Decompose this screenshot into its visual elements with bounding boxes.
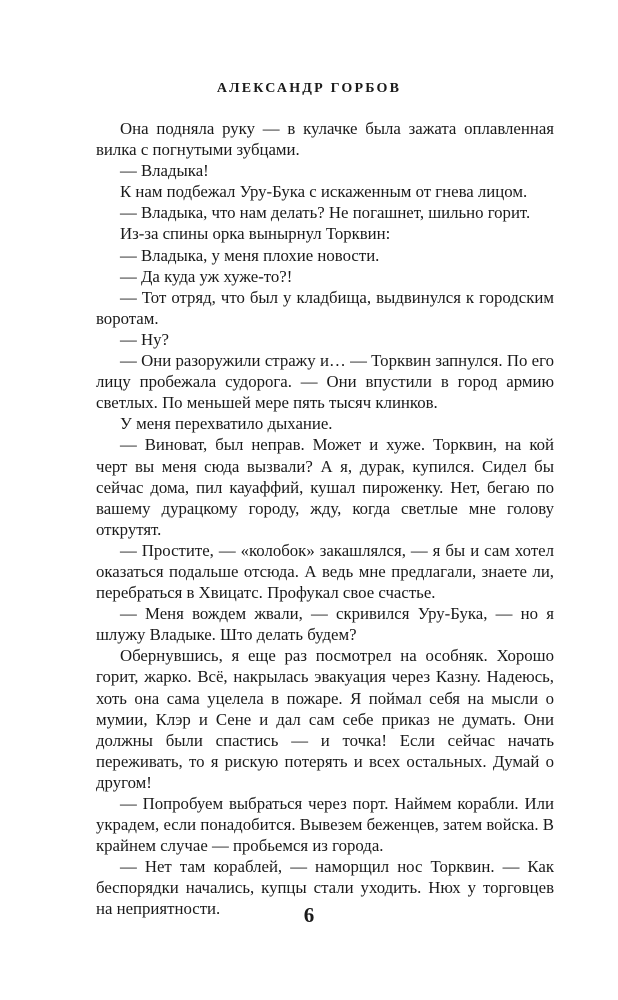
paragraph: — Да куда уж хуже-то?! bbox=[120, 266, 293, 286]
page-number: 6 bbox=[303, 903, 315, 927]
paragraph: Она подняла руку — в кулачке была зажата оплавленная вилка с погнутыми зубцами. bbox=[96, 119, 554, 160]
paragraph: — Меня вождем жвали, — скривился Уру-Бука, — но я шлужу Владыке. Што делать будем? bbox=[96, 604, 554, 645]
body-text bbox=[96, 118, 554, 920]
paragraph: — Владыка! bbox=[120, 161, 209, 181]
paragraph: — Простите, — «колобок» закашлялся, — я бы и сам хотел оказаться подальше отсюда. А ведь мне предлагали, знаете ли, перебраться в Хвицатс. Профукал свое счастье. bbox=[96, 540, 554, 603]
paragraph: — Тот отряд, что был у кладбища, выдвинулся к городским воротам. bbox=[96, 287, 554, 328]
paragraph: Обернувшись, я еще раз посмотрел на особняк. Хорошо горит, жарко. Всё, накрылась эвакуация через Казну. Надеюсь, хоть она сама уцелела в пожаре. Я поймал себя на мысли о мумии, Клэр и Сене и дал сам себе приказ не думать. Они должны были спастись — и точка! Если сейчас начать переживать, то я рискую потерять и всех остальных. Думай о другом! bbox=[96, 646, 554, 792]
paragraph: Из-за спины орка вынырнул Торквин: bbox=[120, 224, 391, 244]
paragraph: — Владыка, у меня плохие новости. bbox=[120, 245, 380, 265]
running-header: АЛЕКСАНДР ГОРБОВ bbox=[216, 81, 402, 96]
paragraph: — Они разоружили стражу и… — Торквин запнулся. По его лицу пробежала судорога. — Они впустили в город армию светлых. По меньшей мере пять тысяч клинков. bbox=[96, 351, 554, 413]
paragraph: — Нет там кораблей, — наморщил нос Торквин. — Как беспорядки начались, купцы стали уходить. Нюх у торговцев на неприятности. bbox=[96, 857, 554, 919]
paragraph: К нам подбежал Уру-Бука с искаженным от гнева лицом. bbox=[120, 182, 528, 202]
paragraph: — Попробуем выбраться через порт. Наймем корабли. Или украдем, если понадобится. Вывезем беженцев, затем войска. В крайнем случае — пробьемся из города. bbox=[96, 794, 554, 856]
paragraph: — Виноват, был неправ. Может и хуже. Торквин, на кой черт вы меня сюда вызвали? А я, дурак, купился. Сидел бы сейчас дома, пил кауаффий, кушал пироженку. Нет, бегаю по вашему дурацкому городу, жду, когда светлые мне голову открутят. bbox=[96, 435, 554, 539]
paragraph: — Ну? bbox=[120, 329, 169, 349]
paragraph: — Владыка, что нам делать? Не погашнет, шильно горит. bbox=[120, 203, 531, 223]
paragraph: У меня перехватило дыхание. bbox=[120, 414, 333, 434]
